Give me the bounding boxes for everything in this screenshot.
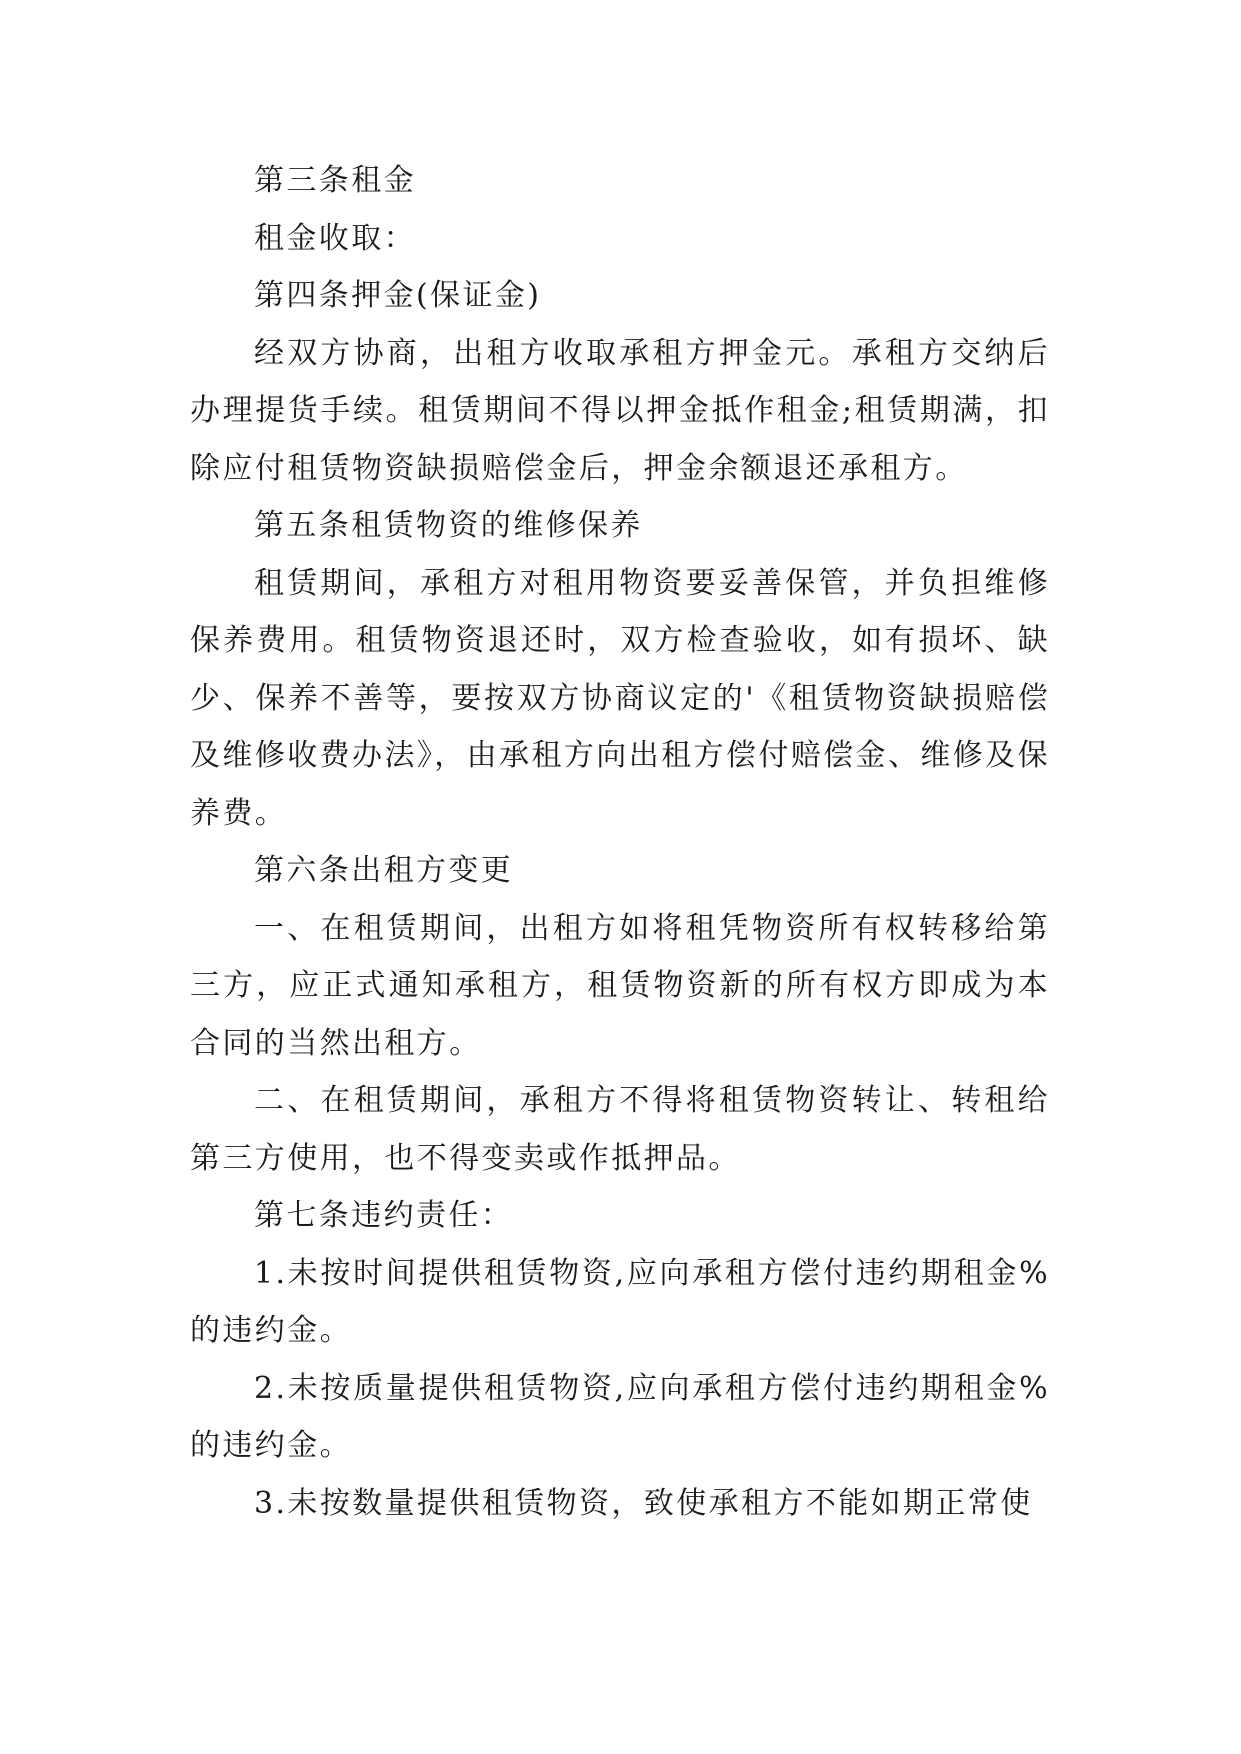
paragraph-liability-3: 3.未按数量提供租赁物资，致使承租方不能如期正常使: [254, 1485, 1033, 1521]
document-body: [190, 152, 1050, 1532]
heading-article-4-deposit: 第四条押金(保证金): [254, 278, 542, 313]
heading-article-3-rent: 第三条租金: [254, 163, 416, 198]
paragraph-maintenance-terms: 租赁期间，承租方对租用物资要妥善保管，并负担维修保养费用。租赁物资退还时，双方检查验收，如有损坏、缺少、保养不善等，要按双方协商议定的'《租赁物资缺损赔偿及维修收费办法》，由承租方向出租方偿付赔偿金、维修及保养费。: [190, 565, 1050, 831]
paragraph-lessor-change-2: 二、在租赁期间，承租方不得将租赁物资转让、转租给第三方使用，也不得变卖或作抵押品。: [190, 1083, 1050, 1176]
paragraph-liability-2: 2.未按质量提供租赁物资,应向承租方偿付违约期租金%的违约金。: [190, 1370, 1050, 1463]
paragraph-lessor-change-1: 一、在租赁期间，出租方如将租凭物资所有权转移给第三方，应正式通知承租方，租赁物资新的所有权方即成为本合同的当然出租方。: [190, 910, 1050, 1061]
heading-article-7-liability: 第七条违约责任：: [254, 1198, 514, 1233]
paragraph-rent-collection: 租金收取：: [254, 220, 416, 256]
heading-article-6-lessor-change: 第六条出租方变更: [254, 853, 514, 888]
heading-article-5-maintenance: 第五条租赁物资的维修保养: [254, 508, 643, 543]
paragraph-liability-1: 1.未按时间提供租赁物资,应向承租方偿付违约期租金%的违约金。: [190, 1255, 1050, 1348]
paragraph-deposit-terms: 经双方协商，出租方收取承租方押金元。承租方交纳后办理提货手续。租赁期间不得以押金抵作租金;租赁期满，扣除应付租赁物资缺损赔偿金后，押金余额退还承租方。: [190, 335, 1050, 486]
